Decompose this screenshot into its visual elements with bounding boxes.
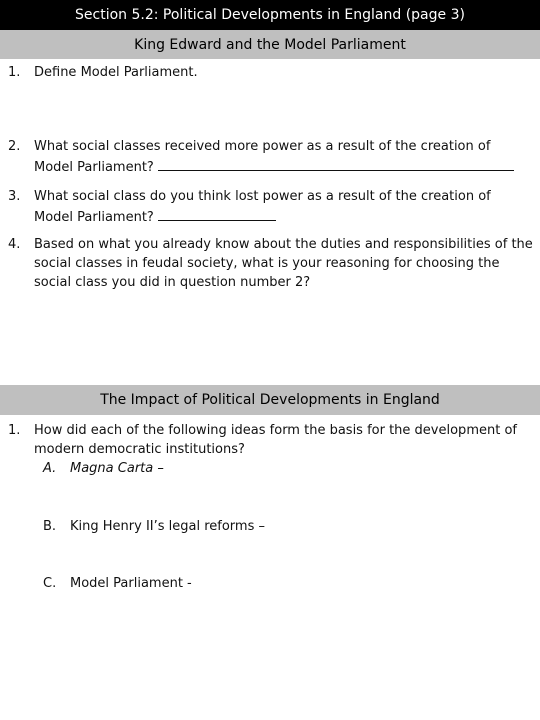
question-text-line1: What social classes received more power as a result of the creation of (34, 139, 491, 154)
question-text-line1: What social class do you think lost power as a result of the creation of (34, 189, 491, 204)
sub-question-letter: C. (43, 576, 57, 591)
answer-blank[interactable] (158, 206, 276, 221)
question-number: 1. (8, 65, 21, 80)
sub-question-b (43, 517, 265, 536)
question-number: 4. (8, 237, 21, 252)
question-text: Based on what you already know about the duties and responsibilities of the social classes in feudal society, what is your reasoning for choosing the social class you did in question number 2? (34, 237, 533, 290)
question-number: 2. (8, 139, 21, 154)
sub-question-a (43, 459, 164, 478)
question-3 (8, 187, 533, 227)
question-2 (8, 137, 533, 177)
sub-question-c (43, 574, 192, 593)
impact-question-1 (8, 421, 533, 459)
page-title (0, 0, 540, 30)
question-text-line2: Model Parliament? (34, 210, 154, 225)
section-header-text: The Impact of Political Developments in England (100, 392, 440, 408)
section-header-impact (0, 385, 540, 415)
answer-blank[interactable] (158, 156, 514, 171)
sub-question-text: Magna Carta – (70, 461, 164, 476)
sub-question-letter: B. (43, 519, 57, 534)
question-number: 3. (8, 189, 21, 204)
question-text: How did each of the following ideas form the basis for the development of modern democratic institutions? (34, 423, 517, 457)
page-title-text: Section 5.2: Political Developments in England (page 3) (75, 7, 465, 23)
question-text: Define Model Parliament. (34, 65, 198, 80)
question-1 (8, 63, 533, 82)
sub-question-text: Model Parliament - (70, 576, 192, 591)
question-text-line2: Model Parliament? (34, 160, 154, 175)
section-header-model-parliament (0, 30, 540, 59)
question-number: 1. (8, 423, 21, 438)
sub-question-text: King Henry II’s legal reforms – (70, 519, 265, 534)
section-header-text: King Edward and the Model Parliament (134, 36, 406, 53)
sub-question-letter: A. (43, 461, 57, 476)
question-4 (8, 235, 533, 292)
